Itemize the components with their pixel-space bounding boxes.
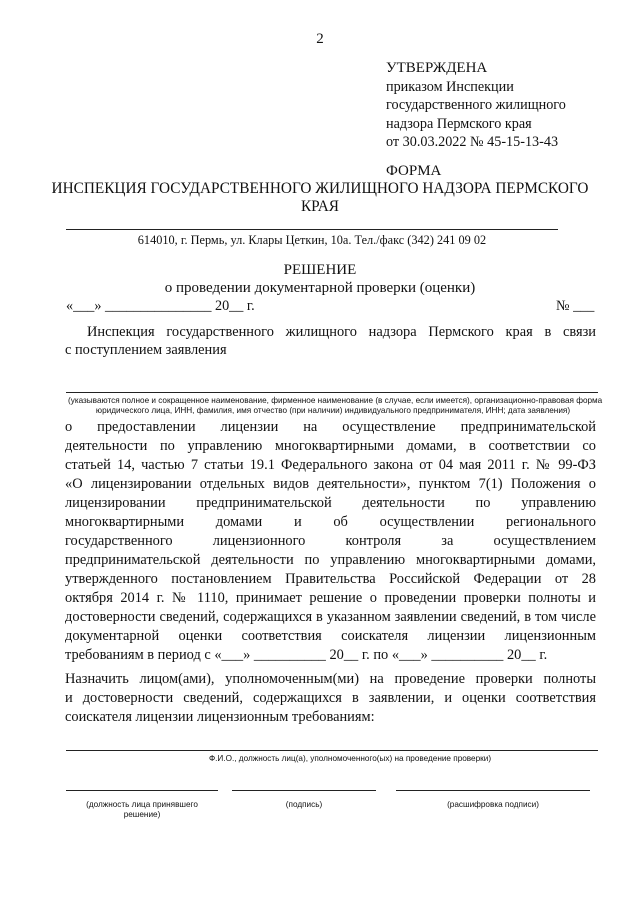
body-line: утвержденного постановлением Правительства Российской Федерации от 28 (65, 571, 596, 587)
body-line: достоверности сведений, содержащихся в указанном заявлении сведений, в том числе (65, 609, 596, 625)
signature-label: (подпись) (285, 800, 323, 809)
approved-title: УТВЕРЖДЕНА (386, 60, 488, 76)
position-label: (должность лица принявшего (86, 800, 198, 809)
form-label: ФОРМА (386, 163, 442, 179)
body-line: о предоставлении лицензии на осуществление предпринимательской (65, 419, 596, 435)
body-line: лицензировании предпринимательской деятельности по управлению (65, 495, 596, 511)
body-line: «О лицензировании отдельных видов деятельности», пунктом 7(1) Положения о (65, 476, 596, 492)
page-number: 2 (316, 31, 324, 47)
approved-line: надзора Пермского края (386, 116, 532, 132)
body-line: документарной оценки соответствия соискателя лицензии лицензионным (65, 628, 596, 644)
header-divider (66, 229, 558, 230)
decision-date: «___» _______________ 20__ г. (66, 298, 255, 314)
signature-line (232, 790, 376, 791)
organization-name-line1: ИНСПЕКЦИЯ ГОСУДАРСТВЕННОГО ЖИЛИЩНОГО НАДЗОРА ПЕРМСКОГО (51, 180, 589, 197)
appoint-line: и достоверности сведений, содержащихся в заявлении, и оценки соответствия (65, 690, 596, 706)
intro-line: с поступлением заявления (65, 342, 227, 358)
applicant-hint: (указываются полное и сокращенное наименование, фирменное наименование (в случае, если имеется), организационно-правовая форма (68, 396, 603, 405)
decision-number: № ___ (556, 298, 595, 314)
organization-address: 614010, г. Пермь, ул. Клары Цеткин, 10а. Тел./факс (342) 241 09 02 (137, 233, 487, 247)
organization-name-line2: КРАЯ (300, 198, 339, 215)
intro-line: Инспекция государственного жилищного надзора Пермского края в связи (87, 324, 596, 340)
appoint-line: Назначить лицом(ами), уполномоченным(ми) на проведение проверки полноты (65, 671, 596, 687)
body-line: предпринимательской деятельности по управлению многоквартирными домами, (65, 552, 596, 568)
body-line: октября 2014 г. № 1110, принимает решение о проведении проверки полноты и (65, 590, 596, 606)
position-line (66, 790, 218, 791)
body-line: деятельности по управлению многоквартирными домами, в соответствии со (65, 438, 596, 454)
decision-title: РЕШЕНИЕ (283, 262, 357, 278)
decision-subtitle: о проведении документарной проверки (оценки) (164, 280, 476, 296)
approved-line: государственного жилищного (386, 97, 566, 113)
appoint-line: соискателя лицензии лицензионным требованиям: (65, 709, 375, 725)
applicant-hint: юридического лица, ИНН, фамилия, имя отчество (при наличии) индивидуального предпринимателя, ИНН; дата заявления) (95, 406, 571, 415)
signature-decoding-label: (расшифровка подписи) (447, 800, 539, 809)
body-line: требованиям в период с «___» __________ 20__ г. по «___» __________ 20__ г. (65, 647, 548, 663)
approved-line: приказом Инспекции (386, 79, 514, 95)
applicant-line (66, 392, 598, 393)
responsible-person-hint: Ф.И.О., должность лиц(а), уполномоченного(ых) на проведение проверки) (208, 754, 492, 763)
signature-decoding-line (396, 790, 590, 791)
responsible-person-line (66, 750, 598, 751)
body-line: статьей 14, частью 7 статьи 19.1 Федерального закона от 04 мая 2011 г. № 99-ФЗ (65, 457, 596, 473)
body-line: государственного лицензионного контроля за осуществлением (65, 533, 596, 549)
body-line: многоквартирными домами и об осуществлении регионального (65, 514, 596, 530)
approved-line: от 30.03.2022 № 45-15-13-43 (386, 134, 559, 150)
position-label: решение) (123, 810, 161, 819)
